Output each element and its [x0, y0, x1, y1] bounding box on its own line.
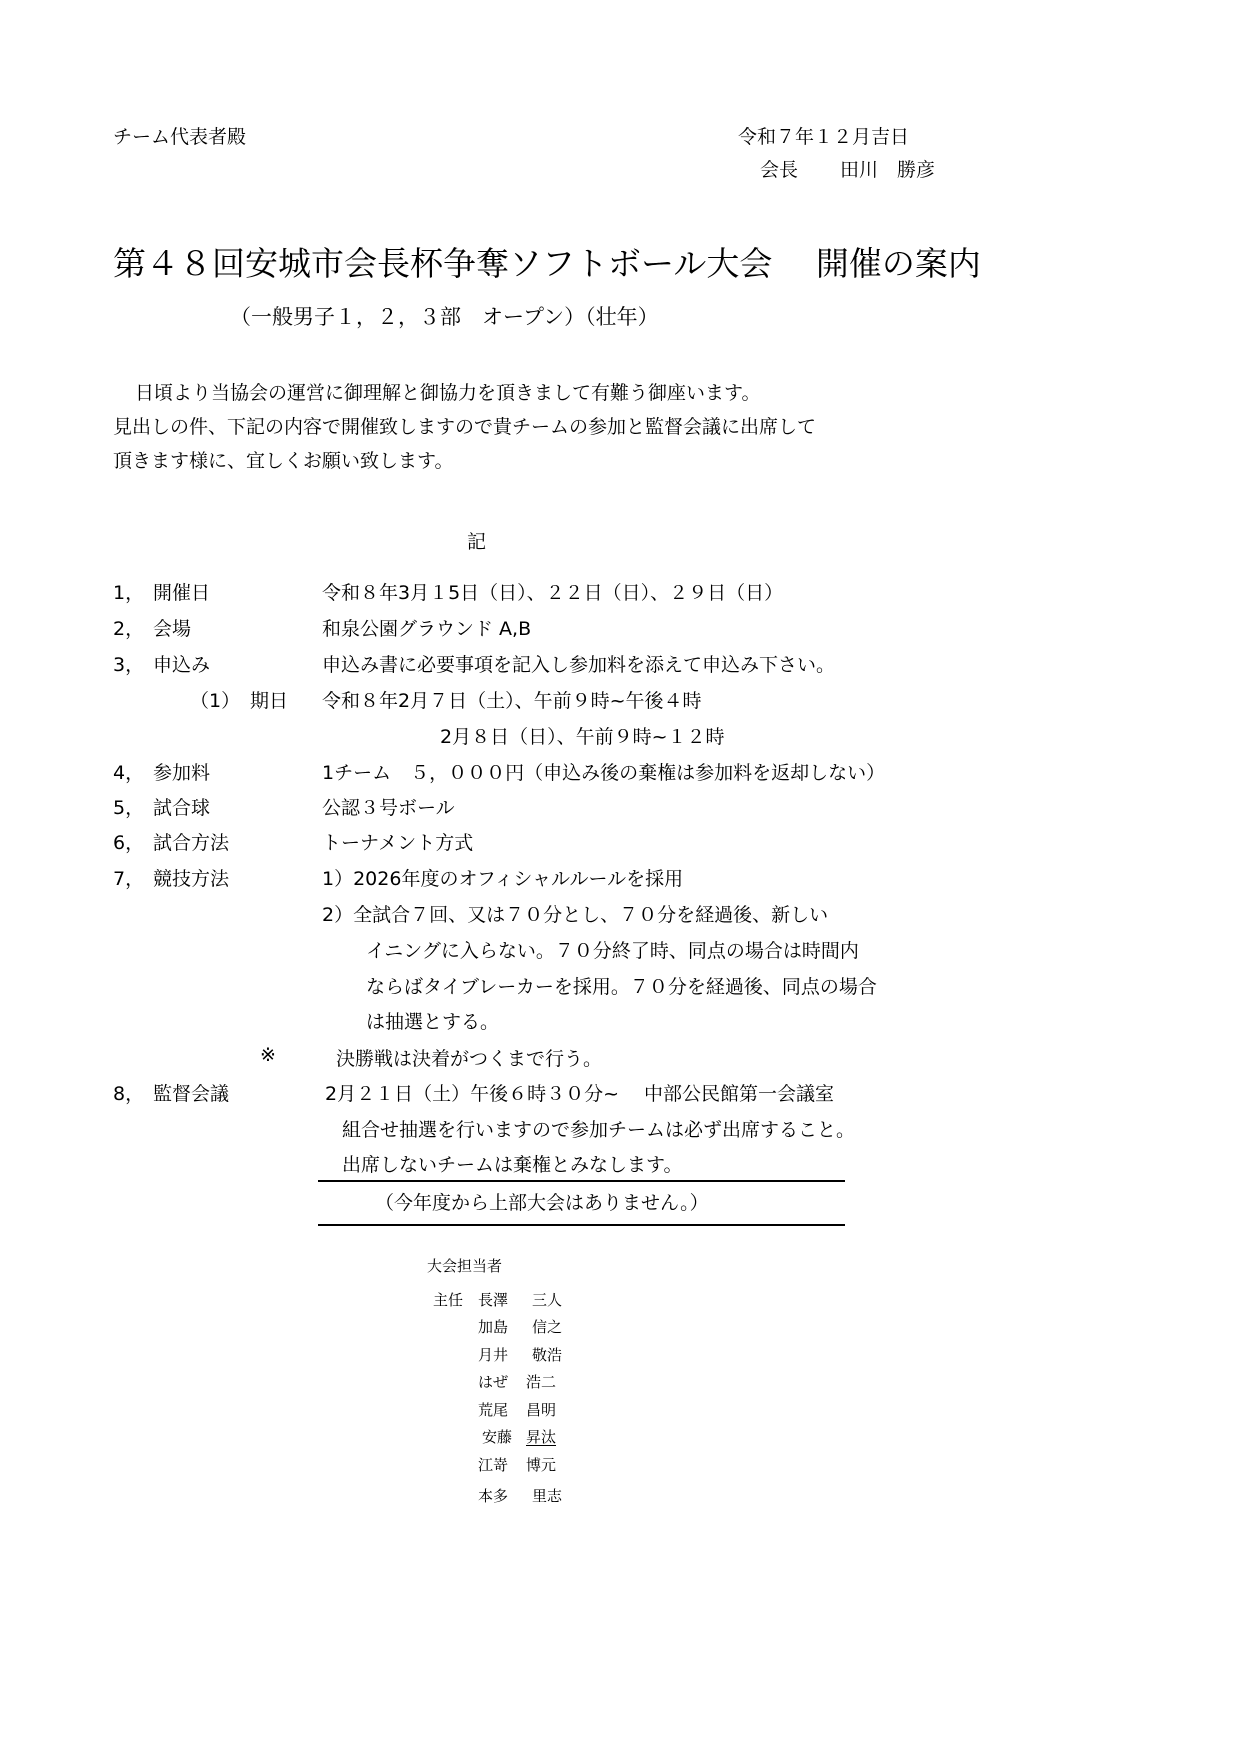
intro-line: 見出しの件、下記の内容で開催致しますので貴チームの参加と監督会議に出席して [113, 416, 817, 438]
item-value: 和泉公園グラウンド A,B [322, 618, 532, 640]
item-number: 3， [113, 654, 145, 676]
item-value: 1チーム ５，０００円（申込み後の棄権は参加料を返却しない） [322, 762, 886, 784]
rule-line: ならばタイブレーカーを採用。７０分を経過後、同点の場合 [366, 976, 877, 998]
item-label: 開催日 [153, 582, 211, 604]
meeting-line: 組合せ抽選を行いますので参加チームは必ず出席すること。 [342, 1119, 856, 1141]
chief-label: 主任 [433, 1291, 464, 1309]
item-number: 2， [113, 618, 145, 640]
divider [318, 1224, 845, 1226]
document-title: 第４８回安城市会長杯争奪ソフトボール大会 開催の案内 [113, 244, 981, 283]
item-number: 6， [113, 832, 145, 854]
item-number: 8， [113, 1083, 145, 1105]
staff-given: 博元 [526, 1456, 557, 1474]
item-label: 競技方法 [153, 868, 230, 890]
item-value-continued: 2月８日（日）、午前９時~１２時 [440, 726, 725, 748]
divider [318, 1180, 845, 1182]
staff-family: 長澤 [478, 1291, 509, 1309]
item-label: 試合方法 [153, 832, 230, 854]
staff-family: 本多 [478, 1487, 509, 1505]
staff-given: 三人 [532, 1291, 563, 1309]
item-value: 令和８年3月１5日（日）、２２日（日）、２９日（日） [322, 582, 784, 604]
rule-line: は抽選とする。 [366, 1011, 500, 1033]
item-label: 会場 [153, 618, 192, 640]
item-number: 1， [113, 582, 145, 604]
item-number: （1） [190, 690, 241, 712]
item-value: 2月２１日（土）午後６時３０分~ 中部公民館第一会議室 [325, 1083, 835, 1105]
staff-family: 月井 [478, 1346, 509, 1364]
item-value: トーナメント方式 [322, 832, 474, 854]
notice: （今年度から上部大会はありません。） [375, 1192, 709, 1214]
staff-given: 信之 [532, 1318, 563, 1336]
staff-family: 江嵜 [478, 1456, 509, 1474]
issue-date: 令和７年１２月吉日 [738, 126, 910, 148]
item-label: 申込み [153, 654, 211, 676]
item-number: 5， [113, 797, 145, 819]
meeting-line: 出席しないチームは棄権とみなします。 [342, 1154, 683, 1176]
item-label: 参加料 [153, 762, 211, 784]
item-label: 試合球 [153, 797, 211, 819]
item-label: 監督会議 [153, 1083, 230, 1105]
rule-line: 2）全試合７回、又は７０分とし、７０分を経過後、新しい [322, 904, 829, 926]
item-value: 令和８年2月７日（土）、午前９時~午後４時 [322, 690, 702, 712]
sender-title: 会長 [760, 159, 799, 181]
rule-line: 1）2026年度のオフィシャルルールを採用 [322, 868, 684, 890]
document-subtitle: （一般男子１，２，３部 オープン）（壮年） [230, 305, 659, 329]
sender-name: 田川 勝彦 [840, 159, 936, 181]
ki-heading: 記 [467, 531, 487, 553]
item-number: 7， [113, 868, 145, 890]
intro-line: 頂きます様に、宜しくお願い致します。 [113, 450, 454, 472]
addressee: チーム代表者殿 [113, 126, 247, 148]
staff-given: 昇汰 [526, 1428, 557, 1446]
rule-line: イニングに入らない。７０分終了時、同点の場合は時間内 [366, 940, 859, 962]
staff-given: 敬浩 [532, 1346, 563, 1364]
item-value: 申込み書に必要事項を記入し参加料を添えて申込み下さい。 [322, 654, 836, 676]
staff-given: 昌明 [526, 1401, 557, 1419]
item-label: 期日 [250, 690, 289, 712]
note-mark: ※ [260, 1044, 276, 1066]
intro-line: 日頃より当協会の運営に御理解と御協力を頂きまして有難う御座います。 [135, 382, 761, 404]
item-value: 公認３号ボール [322, 797, 455, 819]
staff-given: 里志 [532, 1487, 563, 1505]
staff-family: 安藤 [482, 1428, 513, 1446]
staff-family: はぜ [478, 1373, 509, 1391]
note-text: 決勝戦は決着がつくまで行う。 [336, 1048, 603, 1070]
staff-heading: 大会担当者 [427, 1257, 503, 1275]
staff-family: 荒尾 [478, 1401, 509, 1419]
staff-family: 加島 [478, 1318, 509, 1336]
staff-given: 浩二 [526, 1373, 557, 1391]
item-number: 4， [113, 762, 145, 784]
